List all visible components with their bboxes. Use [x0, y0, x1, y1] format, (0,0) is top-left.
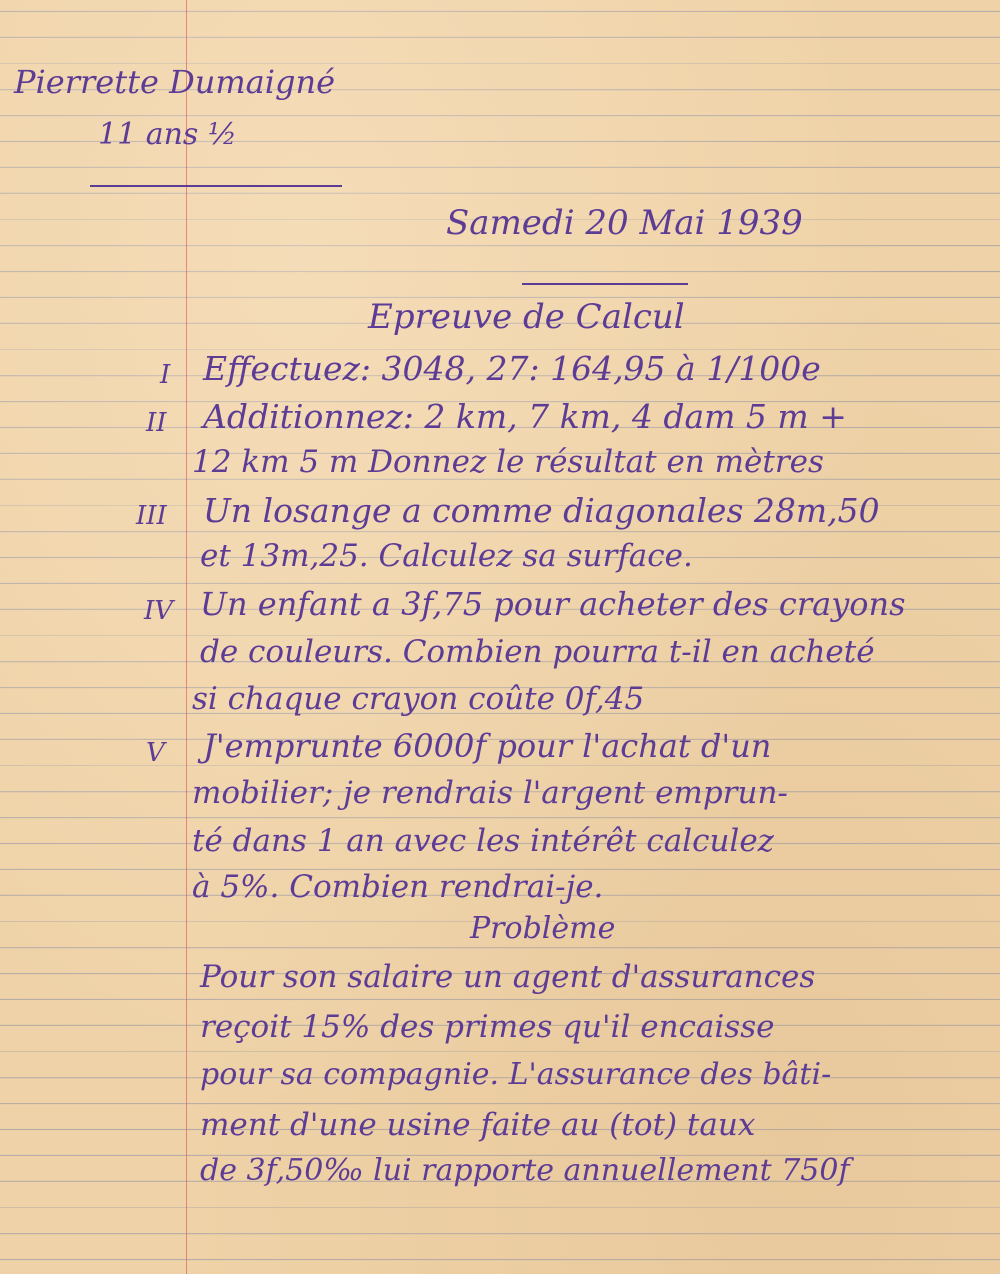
exercise-line: J'emprunte 6000f pour l'achat d'un [203, 727, 772, 765]
exercise-line: Effectuez: 3048, 27: 164,95 à 1/100e [203, 349, 821, 388]
exercise-numeral: III [136, 501, 167, 531]
problem-line: pour sa compagnie. L'assurance des bâti- [200, 1057, 832, 1092]
problem-line: de 3f,50‰ lui rapporte annuellement 750f [200, 1153, 850, 1188]
exercise-line: de couleurs. Combien pourra t-il en acheté [200, 634, 875, 670]
exercise-numeral: I [160, 360, 171, 390]
exercise-line: si chaque crayon coûte 0f,45 [192, 681, 645, 717]
problem-line: reçoit 15% des primes qu'il encaisse [200, 1009, 775, 1045]
exercise-numeral: V [146, 738, 165, 768]
margin-line [186, 0, 187, 1274]
student-age: 11 ans ½ [98, 117, 237, 152]
exercise-numeral: IV [144, 596, 174, 626]
exercise-line: à 5%. Combien rendrai-je. [192, 869, 604, 905]
problem-line: Pour son salaire un agent d'assurances [200, 959, 816, 995]
problem-title: Problème [470, 911, 616, 946]
exercise-line: 12 km 5 m Donnez le résultat en mètres [192, 444, 824, 480]
exercise-numeral: II [146, 408, 167, 438]
exercise-line: Un losange a comme diagonales 28m,50 [203, 491, 880, 530]
exam-title: Epreuve de Calcul [368, 297, 685, 337]
exercise-line: et 13m,25. Calculez sa surface. [200, 538, 693, 574]
exercise-line: té dans 1 an avec les intérêt calculez [192, 823, 775, 859]
date-divider [522, 283, 688, 285]
exercise-line: mobilier; je rendrais l'argent emprun- [192, 775, 788, 811]
student-name: Pierrette Dumaigné [14, 63, 336, 101]
exercise-line: Additionnez: 2 km, 7 km, 4 dam 5 m + [203, 397, 847, 436]
exercise-line: Un enfant a 3f,75 pour acheter des crayons [200, 585, 906, 623]
header-divider [90, 185, 342, 187]
problem-line: ment d'une usine faite au (tot) taux [200, 1107, 756, 1143]
exam-date: Samedi 20 Mai 1939 [446, 203, 803, 243]
